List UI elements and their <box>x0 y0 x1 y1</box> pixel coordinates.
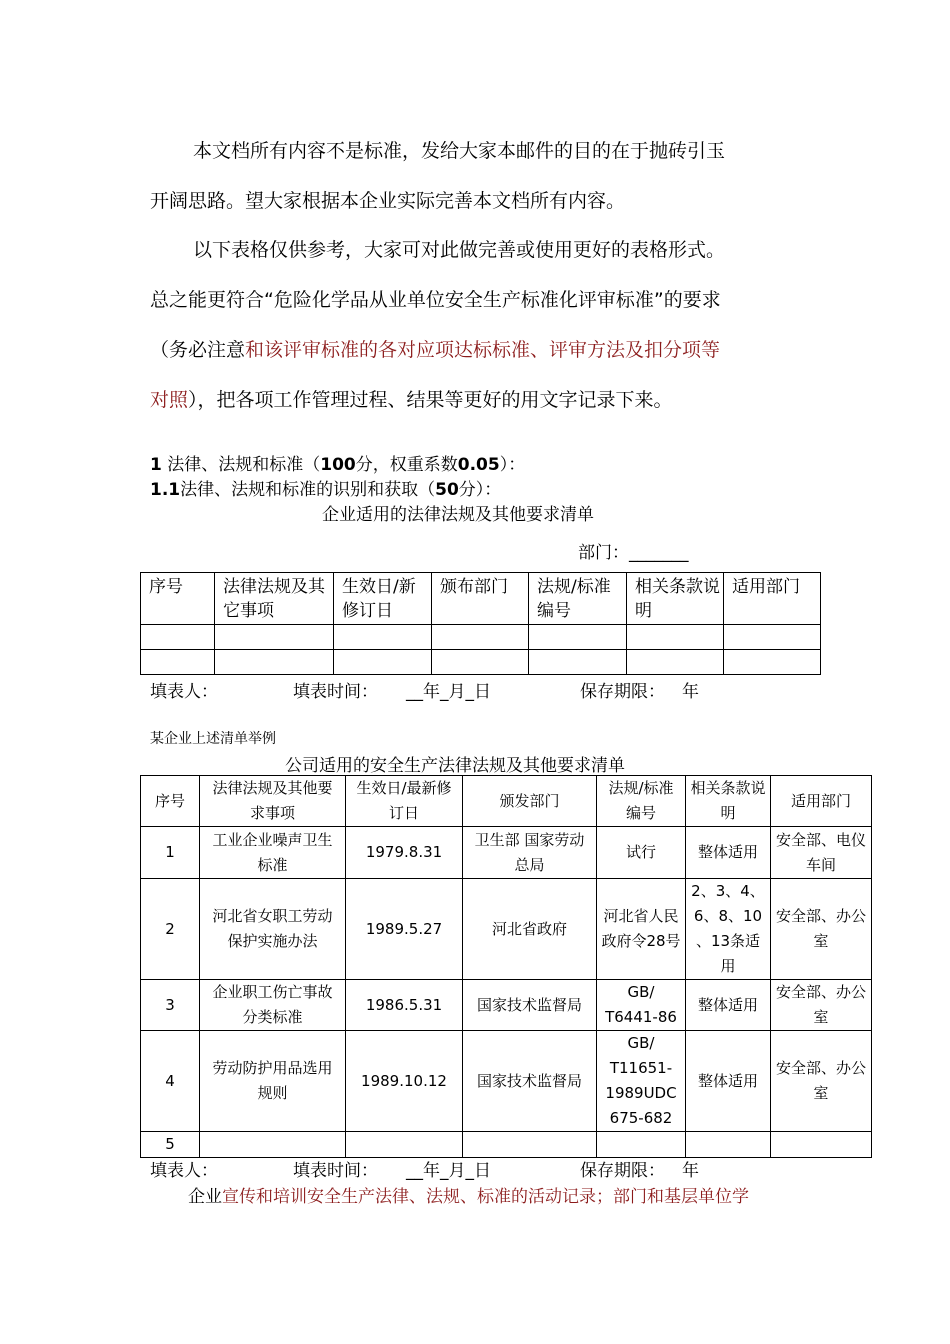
table-header-row <box>141 573 821 625</box>
intro-line-5-plain: （务必注意 <box>150 339 246 361</box>
row-date: 1986.5.31 <box>346 980 463 1031</box>
row-clause: 2、3、4、 6、8、10 、13条适 用 <box>686 879 771 980</box>
row-code: GB/ T11651- 1989UDC 675-682 <box>597 1031 686 1132</box>
header-cell-code: 法规/标准 编号 <box>529 573 627 625</box>
heading-2-number: 1.1 <box>150 480 181 500</box>
retention-label: 保存期限： <box>580 682 665 702</box>
heading-2-text: 法律、法规和标准的识别和获取（ <box>180 480 436 500</box>
table-row <box>141 827 872 879</box>
table-row <box>141 1132 872 1158</box>
table-cell[interactable] <box>724 625 821 650</box>
row-code: GB/ T6441-86 <box>597 980 686 1031</box>
row-issuer: 卫生部 国家劳动 总局 <box>463 827 597 879</box>
header-cell-date: 生效日/新 修订日 <box>334 573 432 625</box>
row-no: 4 <box>141 1031 200 1132</box>
table-cell[interactable] <box>334 625 432 650</box>
table-cell[interactable] <box>627 650 724 675</box>
header-cell-issuer: 颁布部门 <box>432 573 529 625</box>
intro-line-5 <box>150 335 720 362</box>
table-cell[interactable] <box>432 650 529 675</box>
example-header-row <box>141 776 872 827</box>
intro-line-5-highlight: 和该评审标准的各对应项达标标准、评审方法及扣分项等 <box>245 339 721 361</box>
table1-title: 企业适用的法律法规及其他要求清单 <box>322 505 594 525</box>
table-cell[interactable] <box>529 650 627 675</box>
fill-date-blank-2: __年_月_日 <box>406 1161 491 1181</box>
table-row <box>141 879 872 980</box>
row-no: 3 <box>141 980 200 1031</box>
row-date: 1989.5.27 <box>346 879 463 980</box>
table-cell[interactable] <box>141 650 215 675</box>
ex-header-clause: 相关条款说 明 <box>686 776 771 827</box>
header-cell-clause: 相关条款说 明 <box>627 573 724 625</box>
intro-line-1: 本文档所有内容不是标准，发给大家本邮件的目的在于抛砖引玉 <box>193 140 726 162</box>
row-clause: 整体适用 <box>686 827 771 879</box>
row-issuer: 国家技术监督局 <box>463 1031 597 1132</box>
ex-header-dept: 适用部门 <box>771 776 872 827</box>
table-row <box>141 625 821 650</box>
heading-1-number: 1 <box>150 455 162 475</box>
table-cell[interactable] <box>724 650 821 675</box>
row-item: 劳动防护用品选用 规则 <box>200 1031 346 1132</box>
department-field: 部门：_______ <box>578 543 689 563</box>
intro-line-3: 以下表格仅供参考，大家可对此做完善或使用更好的表格形式。 <box>193 239 726 261</box>
heading-1-score: 100 <box>320 455 356 475</box>
closing-plain: 企业 <box>188 1187 222 1207</box>
blank-list-table <box>140 572 821 675</box>
heading-1-text: 法律、法规和标准（ <box>161 455 321 475</box>
section-heading-1 <box>150 450 525 475</box>
heading-1-mid: 分，权重系数 <box>355 455 458 475</box>
row-no: 2 <box>141 879 200 980</box>
retention-year: 年 <box>682 682 699 702</box>
heading-2-end: 分）： <box>458 480 502 500</box>
table-cell[interactable] <box>215 625 334 650</box>
row-clause: 整体适用 <box>686 1031 771 1132</box>
ex-header-code: 法规/标准 编号 <box>597 776 686 827</box>
example-list-table <box>140 775 872 1158</box>
row-no: 1 <box>141 827 200 879</box>
row-clause: 整体适用 <box>686 980 771 1031</box>
retention-year-2: 年 <box>682 1161 699 1181</box>
header-cell-no: 序号 <box>141 573 215 625</box>
table-row <box>141 1031 872 1132</box>
intro-line-6-plain: ），把各项工作管理过程、结果等更好的用文字记录下来。 <box>188 389 673 411</box>
row-dept[interactable] <box>771 1132 872 1158</box>
fill-time-label: 填表时间： <box>293 682 378 702</box>
row-dept: 安全部、办公 室 <box>771 980 872 1031</box>
closing-line <box>188 1182 749 1207</box>
ex-header-no: 序号 <box>141 776 200 827</box>
row-clause[interactable] <box>686 1132 771 1158</box>
row-item[interactable] <box>200 1132 346 1158</box>
example-label: 某企业上述清单举例 <box>150 731 276 747</box>
ex-header-item: 法律法规及其他要 求事项 <box>200 776 346 827</box>
row-code: 试行 <box>597 827 686 879</box>
filler-label-2: 填表人： <box>150 1161 218 1181</box>
fill-date-blank: __年_月_日 <box>406 682 491 702</box>
row-dept: 安全部、办公 室 <box>771 1031 872 1132</box>
intro-line-6-highlight: 对照 <box>150 389 189 411</box>
table-cell[interactable] <box>215 650 334 675</box>
row-issuer[interactable] <box>463 1132 597 1158</box>
table-row <box>141 980 872 1031</box>
intro-line-4: 总之能更符合“危险化学品从业单位安全生产标准化评审标准”的要求 <box>150 289 721 311</box>
table-cell[interactable] <box>432 625 529 650</box>
header-cell-item: 法律法规及其 它事项 <box>215 573 334 625</box>
row-issuer: 国家技术监督局 <box>463 980 597 1031</box>
ex-header-date: 生效日/最新修 订日 <box>346 776 463 827</box>
row-date[interactable] <box>346 1132 463 1158</box>
row-item: 河北省女职工劳动 保护实施办法 <box>200 879 346 980</box>
intro-line-6 <box>150 385 673 412</box>
row-date: 1979.8.31 <box>346 827 463 879</box>
row-item: 工业企业噪声卫生 标准 <box>200 827 346 879</box>
filler-label: 填表人： <box>150 682 218 702</box>
row-date: 1989.10.12 <box>346 1031 463 1132</box>
table-row <box>141 650 821 675</box>
ex-header-issuer: 颁发部门 <box>463 776 597 827</box>
row-code[interactable] <box>597 1132 686 1158</box>
retention-label-2: 保存期限： <box>580 1161 665 1181</box>
row-code: 河北省人民 政府令28号 <box>597 879 686 980</box>
heading-2-score: 50 <box>435 480 459 500</box>
example-table-title: 公司适用的安全生产法律法规及其他要求清单 <box>285 756 625 776</box>
table-cell[interactable] <box>627 625 724 650</box>
table-cell[interactable] <box>529 625 627 650</box>
row-item: 企业职工伤亡事故 分类标准 <box>200 980 346 1031</box>
heading-1-weight: 0.05 <box>457 455 500 475</box>
heading-1-end: ）： <box>499 455 526 475</box>
table-cell[interactable] <box>334 650 432 675</box>
row-issuer: 河北省政府 <box>463 879 597 980</box>
table-cell[interactable] <box>141 625 215 650</box>
row-dept: 安全部、电仪 车间 <box>771 827 872 879</box>
fill-time-label-2: 填表时间： <box>293 1161 378 1181</box>
row-dept: 安全部、办公 室 <box>771 879 872 980</box>
intro-line-2: 开阔思路。望大家根据本企业实际完善本文档所有内容。 <box>150 190 626 212</box>
section-heading-1-1 <box>150 475 501 500</box>
closing-highlight: 宣传和培训安全生产法律、法规、标准的活动记录；部门和基层单位学 <box>222 1187 749 1207</box>
row-no: 5 <box>141 1132 200 1158</box>
header-cell-dept: 适用部门 <box>724 573 821 625</box>
